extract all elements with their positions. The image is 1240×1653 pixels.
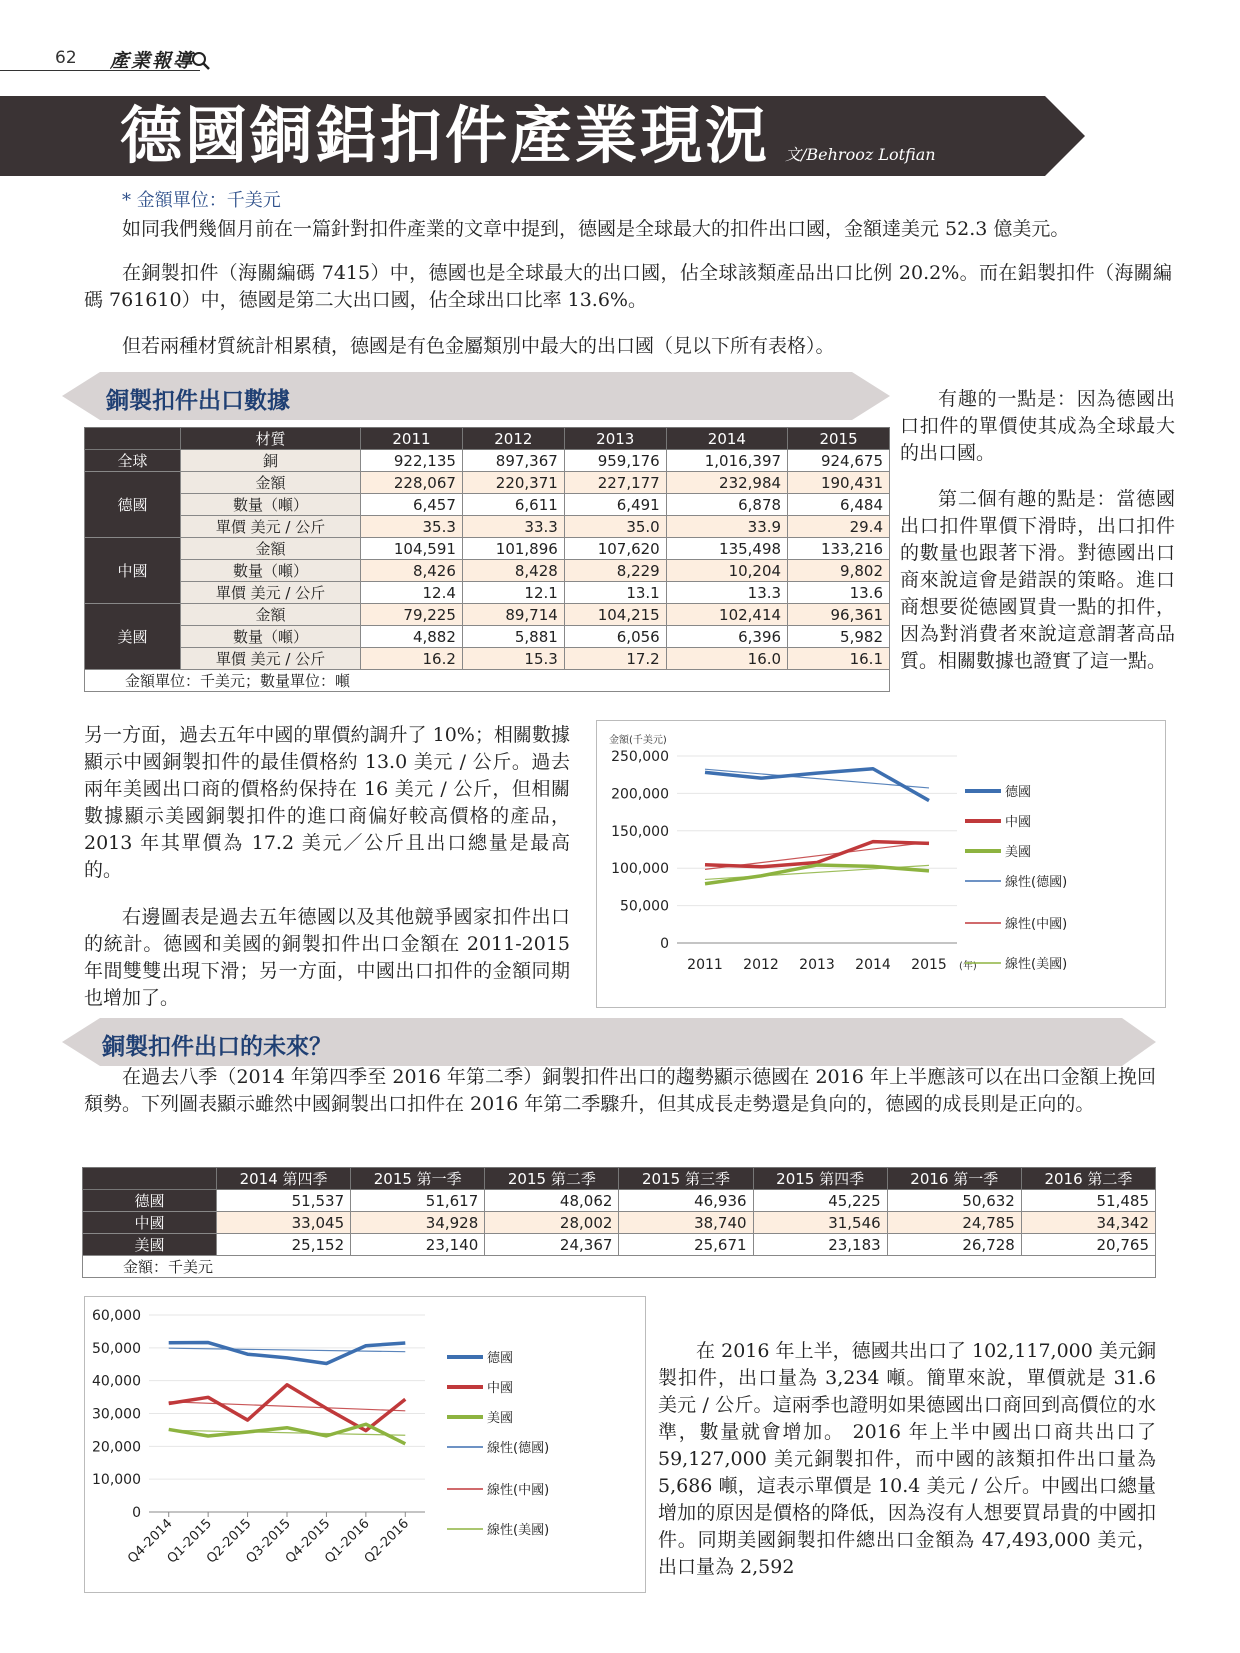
table-cell: 16.0 [666, 648, 787, 670]
legend-label: 線性(中國) [1005, 917, 1068, 932]
intro-paragraph-1: 如同我們幾個月前在一篇針對扣件產業的文章中提到，德國是全球最大的扣件出口國，金額達美元 52.3 億美元。 [122, 218, 1070, 240]
table-cell: 51,617 [351, 1190, 485, 1212]
side-paragraph-1: 有趣的一點是：因為德國出口扣件的單價使其成為全球最大的出口國。 [900, 388, 1175, 464]
table-cell: 20,765 [1021, 1234, 1155, 1256]
row-label: 單價 美元 / 公斤 [181, 648, 361, 670]
series-line [705, 842, 929, 867]
table-row [85, 648, 890, 670]
table-header-cell: 2012 [462, 428, 564, 450]
table-cell: 38,740 [619, 1212, 753, 1234]
x-tick-label: 2015 [911, 957, 947, 973]
export-table-2011-2015 [84, 427, 890, 692]
table-header-cell: 2014 第四季 [217, 1168, 351, 1190]
section-title: 銅製扣件出口數據 [106, 388, 290, 414]
table-cell: 33.9 [666, 516, 787, 538]
table-row [85, 604, 890, 626]
side-paragraph-2: 第二個有趣的點是：當德國出口扣件單價下滑時，出口扣件的數量也跟著下滑。對德國出口商來說這會是錯誤的策略。進口商想要從德國買貴一點的扣件，因為對消費者來說這意謂著高品質。相關數據也證實了這一點。 [900, 488, 1175, 672]
country-cell: 德國 [83, 1190, 217, 1212]
country-cell: 德國 [85, 472, 181, 538]
x-axis-unit: (年) [959, 961, 977, 972]
table-cell: 6,457 [361, 494, 463, 516]
table-header-row [83, 1168, 1156, 1190]
table-header-cell [85, 428, 181, 450]
row-label: 銅 [181, 450, 361, 472]
table-header-row [85, 428, 890, 450]
intro-paragraph-3: 但若兩種材質統計相累積，德國是有色金屬類別中最大的出口國（見以下所有表格）。 [122, 335, 835, 357]
table-cell: 4,882 [361, 626, 463, 648]
table-cell: 34,928 [351, 1212, 485, 1234]
y-tick-label: 50,000 [92, 1340, 141, 1357]
row-label: 單價 美元 / 公斤 [181, 582, 361, 604]
table-cell: 924,675 [788, 450, 890, 472]
quarterly-export-chart [84, 1296, 646, 1593]
x-tick-label: Q1-2015 [164, 1516, 215, 1567]
table-row [83, 1190, 1156, 1212]
quarterly-export-table [82, 1167, 1156, 1278]
country-cell: 中國 [85, 538, 181, 604]
table-cell: 96,361 [788, 604, 890, 626]
row-label: 金額 [181, 472, 361, 494]
table-cell: 51,537 [217, 1190, 351, 1212]
table-header-cell: 2015 第三季 [619, 1168, 753, 1190]
table-cell: 48,062 [485, 1190, 619, 1212]
x-tick-label: 2012 [743, 957, 779, 973]
table-cell: 227,177 [564, 472, 666, 494]
table-header-cell: 2015 第四季 [753, 1168, 887, 1190]
table-cell: 23,183 [753, 1234, 887, 1256]
series-line [169, 1385, 406, 1431]
section-name: 產業報導 [110, 50, 195, 72]
country-cell: 中國 [83, 1212, 217, 1234]
table-cell: 16.2 [361, 648, 463, 670]
annual-export-chart-svg [597, 721, 1165, 1007]
search-icon [190, 50, 212, 72]
row-label: 金額 [181, 604, 361, 626]
header-rule [0, 70, 200, 71]
y-tick-label: 150,000 [611, 823, 669, 840]
annual-export-chart [596, 720, 1166, 1008]
table-cell: 6,878 [666, 494, 787, 516]
table-header-cell: 2014 [666, 428, 787, 450]
intro-paragraph-2: 在銅製扣件（海關編碼 7415）中，德國也是全球最大的出口國，佔全球該類產品出口比例 20.2%。而在鋁製扣件（海關編碼 761610）中，德國是第二大出口國，佔全球出口比率 13.6%。 [84, 262, 1172, 311]
table-cell: 24,367 [485, 1234, 619, 1256]
page-number: 62 [55, 48, 77, 68]
table-cell: 13.1 [564, 582, 666, 604]
y-tick-label: 250,000 [611, 749, 669, 765]
legend-label: 線性(中國) [487, 1483, 550, 1498]
row-label: 數量（噸） [181, 494, 361, 516]
table-row [85, 472, 890, 494]
table-cell: 101,896 [462, 538, 564, 560]
table-cell: 46,936 [619, 1190, 753, 1212]
country-cell: 全球 [85, 450, 181, 472]
table-header-cell: 2013 [564, 428, 666, 450]
y-tick-label: 30,000 [92, 1406, 141, 1423]
table-cell: 50,632 [887, 1190, 1021, 1212]
legend-label: 線性(德國) [1005, 875, 1068, 890]
table-cell: 5,881 [462, 626, 564, 648]
y-tick-label: 20,000 [92, 1439, 141, 1456]
table-cell: 5,982 [788, 626, 890, 648]
bottom-paragraph: 在 2016 年上半，德國共出口了 102,117,000 美元銅製扣件，出口量為 3,234 噸。簡單來說，單價就是 31.6 美元 / 公斤。這兩季也證明如果德國出口商回到高價位的水準，數量就會增加。 2016 年上半中國出口商共出口了 59,127,000 美元銅製扣件，而中國的該類扣件出口量為 5,686 噸，這表示單價是 10.4 美元 / 公斤。中國出口總量增加的原因是價格的降低，因為沒有人想要買昂貴的中國扣件。同期美國銅製扣件總出口金額為 47,493,000 美元，出口量為 2,592 [658, 1340, 1156, 1578]
table-cell: 33.3 [462, 516, 564, 538]
row-label: 單價 美元 / 公斤 [181, 516, 361, 538]
row-label: 金額 [181, 538, 361, 560]
table-cell: 29.4 [788, 516, 890, 538]
table-cell: 79,225 [361, 604, 463, 626]
table-cell: 104,215 [564, 604, 666, 626]
y-tick-label: 40,000 [92, 1373, 141, 1390]
table-cell: 16.1 [788, 648, 890, 670]
table-row [85, 582, 890, 604]
table-cell: 922,135 [361, 450, 463, 472]
y-tick-label: 50,000 [620, 898, 669, 915]
table-cell: 6,056 [564, 626, 666, 648]
table-cell: 25,671 [619, 1234, 753, 1256]
table-header-cell: 2011 [361, 428, 463, 450]
table-cell: 6,611 [462, 494, 564, 516]
table-cell: 17.2 [564, 648, 666, 670]
x-tick-label: Q3-2015 [243, 1516, 294, 1567]
table-cell: 26,728 [887, 1234, 1021, 1256]
country-cell: 美國 [83, 1234, 217, 1256]
y-tick-label: 10,000 [92, 1472, 141, 1489]
table-header-cell: 材質 [181, 428, 361, 450]
table-row [83, 1234, 1156, 1256]
author: 文/Behrooz Lotfian [785, 145, 936, 164]
x-tick-label: Q1-2016 [322, 1516, 373, 1567]
table-note: 金額單位：千美元；數量單位：噸 [85, 670, 890, 692]
table-cell: 8,229 [564, 560, 666, 582]
table-cell: 35.0 [564, 516, 666, 538]
country-cell: 美國 [85, 604, 181, 670]
table-cell: 33,045 [217, 1212, 351, 1234]
legend-label: 德國 [487, 1351, 514, 1366]
trend-line [169, 1402, 406, 1411]
x-tick-label: 2014 [855, 957, 891, 973]
table-cell: 13.3 [666, 582, 787, 604]
trend-line [169, 1348, 406, 1351]
y-tick-label: 60,000 [92, 1308, 141, 1324]
table-cell: 6,396 [666, 626, 787, 648]
table-cell: 89,714 [462, 604, 564, 626]
quarterly-export-chart-svg [85, 1297, 645, 1592]
section2-paragraph: 在過去八季（2014 年第四季至 2016 年第二季）銅製扣件出口的趨勢顯示德國在 2016 年上半應該可以在出口金額上挽回頹勢。下列圖表顯示雖然中國銅製出口扣件在 2016 年第二季驟升，但其成長走勢還是負向的，德國的成長則是正向的。 [84, 1066, 1156, 1115]
table-cell: 107,620 [564, 538, 666, 560]
legend-label: 線性(美國) [1005, 957, 1068, 972]
table-cell: 24,785 [887, 1212, 1021, 1234]
table-cell: 6,484 [788, 494, 890, 516]
legend-label: 中國 [487, 1381, 514, 1396]
table-row [85, 494, 890, 516]
table-cell: 12.1 [462, 582, 564, 604]
table-header-cell: 2015 第一季 [351, 1168, 485, 1190]
x-tick-label: 2011 [687, 957, 723, 973]
table-cell: 8,428 [462, 560, 564, 582]
y-tick-label: 200,000 [611, 786, 669, 803]
row-label: 數量（噸） [181, 560, 361, 582]
table-cell: 104,591 [361, 538, 463, 560]
table-row [85, 516, 890, 538]
table-cell: 23,140 [351, 1234, 485, 1256]
table-header-cell [83, 1168, 217, 1190]
table-header-cell: 2016 第二季 [1021, 1168, 1155, 1190]
table-cell: 190,431 [788, 472, 890, 494]
section-title-2: 銅製扣件出口的未來？ [102, 1034, 332, 1060]
table-cell: 220,371 [462, 472, 564, 494]
x-tick-label: Q4-2014 [125, 1516, 176, 1567]
y-tick-label: 0 [660, 936, 669, 952]
table-cell: 228,067 [361, 472, 463, 494]
table-cell: 8,426 [361, 560, 463, 582]
table-note: 金額：千美元 [83, 1256, 1156, 1278]
unit-note: * 金額單位：千美元 [122, 190, 281, 211]
table-cell: 31,546 [753, 1212, 887, 1234]
table-header-cell: 2015 第二季 [485, 1168, 619, 1190]
table-row [85, 538, 890, 560]
left-paragraph-1: 另一方面，過去五年中國的單價約調升了 10%；相關數據顯示中國銅製扣件的最佳價格約 13.0 美元 / 公斤。過去兩年美國出口商的價格約保持在 16 美元 / 公斤，但相關數據顯示美國銅製扣件的進口商偏好較高價格的產品，2013 年其單價為 17.2 美元／公斤且出口總量是最高的。 [84, 724, 570, 881]
x-tick-label: Q4-2015 [282, 1516, 334, 1567]
table-cell: 51,485 [1021, 1190, 1155, 1212]
table-cell: 13.6 [788, 582, 890, 604]
table-cell: 28,002 [485, 1212, 619, 1234]
legend-label: 美國 [487, 1411, 514, 1426]
table-cell: 35.3 [361, 516, 463, 538]
table-cell: 232,984 [666, 472, 787, 494]
table-cell: 15.3 [462, 648, 564, 670]
series-line [169, 1343, 406, 1364]
table-header-cell: 2015 [788, 428, 890, 450]
legend-label: 美國 [1005, 845, 1032, 860]
table-cell: 34,342 [1021, 1212, 1155, 1234]
legend-label: 線性(德國) [487, 1441, 550, 1456]
table-cell: 10,204 [666, 560, 787, 582]
y-axis-label: 金額(千美元) [609, 735, 667, 746]
table-cell: 12.4 [361, 582, 463, 604]
table-row [85, 560, 890, 582]
row-label: 數量（噸） [181, 626, 361, 648]
x-tick-label: Q2-2015 [203, 1516, 255, 1567]
table-cell: 959,176 [564, 450, 666, 472]
table-cell: 9,802 [788, 560, 890, 582]
x-tick-label: 2013 [799, 957, 835, 973]
table-cell: 133,216 [788, 538, 890, 560]
legend-label: 德國 [1005, 785, 1032, 800]
table-row [85, 626, 890, 648]
left-paragraph-2: 右邊圖表是過去五年德國以及其他競爭國家扣件出口的統計。德國和美國的銅製扣件出口金額在 2011-2015 年間雙雙出現下滑；另一方面，中國出口扣件的金額同期也增加了。 [84, 906, 570, 1009]
page-title: 德國銅鋁扣件產業現況 [120, 99, 771, 172]
legend-label: 線性(美國) [487, 1523, 550, 1538]
table-row [83, 1212, 1156, 1234]
table-cell: 897,367 [462, 450, 564, 472]
table-cell: 1,016,397 [666, 450, 787, 472]
table-note-row [85, 670, 890, 692]
table-header-cell: 2016 第一季 [887, 1168, 1021, 1190]
y-tick-label: 0 [132, 1505, 141, 1521]
y-tick-label: 100,000 [611, 861, 669, 878]
table-row [85, 450, 890, 472]
table-cell: 25,152 [217, 1234, 351, 1256]
legend-label: 中國 [1005, 815, 1032, 830]
table-cell: 102,414 [666, 604, 787, 626]
x-tick-label: Q2-2016 [361, 1516, 413, 1567]
table-cell: 6,491 [564, 494, 666, 516]
table-cell: 135,498 [666, 538, 787, 560]
table-cell: 45,225 [753, 1190, 887, 1212]
table-note-row [83, 1256, 1156, 1278]
